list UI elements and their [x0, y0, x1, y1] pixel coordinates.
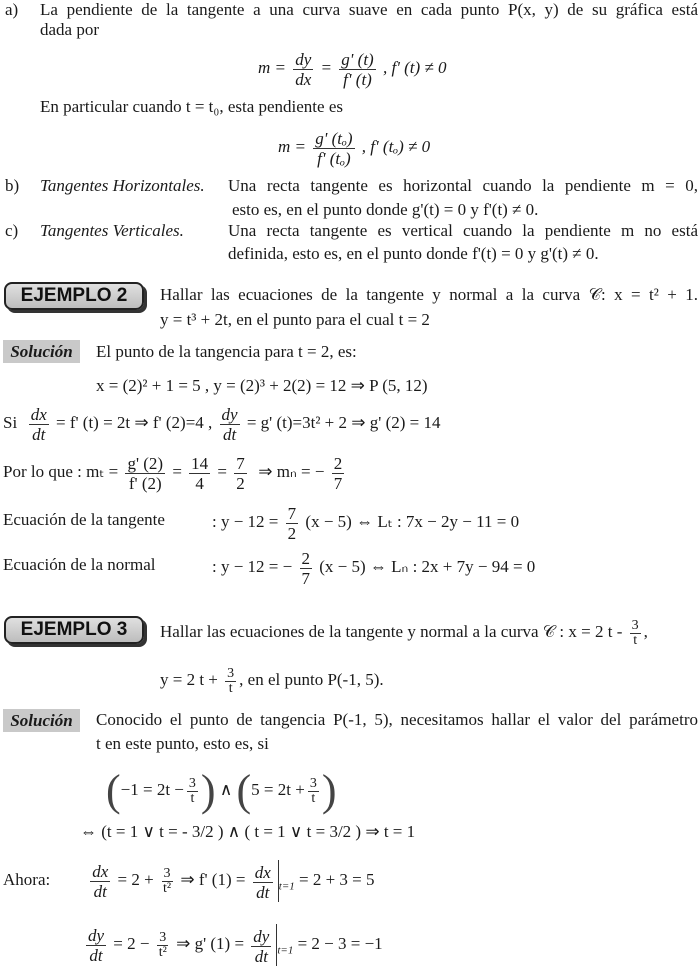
tangent-label: Ecuación de la tangente	[3, 510, 165, 529]
eq-pre: : y − 12 =	[212, 512, 279, 531]
fraction	[189, 454, 210, 493]
ejemplo-3-badge: EJEMPLO 3	[4, 616, 144, 644]
eq-a: −1 = 2t −	[120, 780, 184, 799]
denominator: f' (2)	[128, 473, 162, 493]
fraction	[286, 504, 299, 543]
ejemplo-3-statement-line2	[160, 660, 384, 700]
numerator: 3	[188, 775, 196, 791]
slope-formula-t0	[278, 127, 430, 168]
formula-m: m =	[258, 58, 286, 77]
fraction-g-f	[339, 50, 375, 89]
denominator: t	[190, 790, 195, 806]
normal-label: Ecuación de la normal	[3, 555, 156, 574]
ahora-label: Ahora:	[3, 870, 51, 889]
f-prime-eval: = f' (t) = 2t ⇒ f' (2)=4 ,	[55, 413, 213, 432]
denominator: t	[228, 680, 233, 696]
numerator: g' (t)	[341, 49, 374, 69]
paragraph-c-line2: definida, esto es, en el punto donde f'(t) = 0 y g'(t) ≠ 0.	[228, 244, 599, 263]
numerator: 14	[191, 453, 209, 473]
denominator: dt	[32, 424, 46, 444]
fraction-dy-dt	[220, 405, 240, 444]
denominator: dt	[93, 881, 107, 901]
denominator: t	[633, 632, 638, 648]
numerator: dy	[88, 925, 105, 945]
denominator: dt	[256, 883, 270, 903]
evaluation-point: t=1	[278, 880, 295, 893]
paren-open: (	[236, 766, 252, 816]
slope-formula	[258, 48, 446, 89]
dy-dt-line	[83, 922, 383, 972]
fraction	[187, 777, 198, 806]
heading-vertical-tangents: Tangentes Verticales.	[40, 221, 184, 240]
evaluation-bar	[250, 860, 279, 902]
fraction	[234, 454, 247, 493]
paragraph-particular: En particular cuando t = t₀, esta pendiente es	[40, 97, 343, 116]
solucion-3-line1: Conocido el punto de tangencia P(-1, 5), necesitamos hallar el valor del parámetro	[96, 710, 698, 729]
paragraph-b-line1: Una recta tangente es horizontal cuando la pendiente m = 0,	[228, 176, 698, 195]
fraction-dy-dx	[293, 50, 313, 89]
denominator: 2	[236, 473, 245, 493]
numerator: 3	[227, 665, 235, 681]
result: = 2 − 3 = −1	[297, 934, 383, 953]
y-eq: y = 2 t +	[160, 670, 218, 689]
expr: = 2 −	[113, 934, 150, 953]
paren-open: (	[106, 766, 121, 816]
denominator: dt	[89, 945, 103, 965]
fraction	[86, 926, 106, 965]
paragraph-b-line2: esto es, en el punto donde g'(t) = 0 y f'(t) ≠ 0.	[232, 200, 539, 219]
heading-horizontal-tangents: Tangentes Horizontales.	[40, 176, 205, 195]
item-label-a: a)	[5, 0, 19, 19]
numerator: 2	[333, 453, 343, 473]
fraction	[253, 863, 273, 902]
slopes-line	[3, 452, 347, 493]
derivatives-line	[3, 403, 441, 444]
numerator: 3	[309, 775, 317, 791]
numerator: 2	[301, 548, 310, 568]
denominator: f' (t)	[343, 69, 372, 89]
numerator: dx	[92, 861, 109, 881]
solucion-label-3: Solución	[3, 709, 80, 732]
ejemplo-2-badge: EJEMPLO 2	[4, 282, 144, 310]
fraction	[300, 549, 313, 588]
numerator: g' (2)	[127, 453, 164, 473]
parameter-system	[106, 766, 337, 816]
fraction	[251, 927, 271, 966]
denominator: t	[311, 790, 316, 806]
numerator: dy	[221, 404, 238, 424]
denominator: t²	[158, 944, 167, 960]
denominator: dx	[295, 69, 312, 89]
fraction	[90, 862, 110, 901]
condition: , f' (tₒ) ≠ 0	[361, 137, 431, 156]
paragraph-a-line2: dada por	[40, 20, 100, 39]
g-prime-eval: = g' (t)=3t² + 2 ⇒ g' (2) = 14	[246, 413, 441, 432]
numerator: g' (tₒ)	[315, 128, 353, 148]
fraction-dx-dt	[29, 405, 49, 444]
fraction	[332, 454, 345, 493]
paragraph-c-line1: Una recta tangente es vertical cuando la pendiente m no está	[228, 221, 698, 240]
solucion-3-line2: t en este punto, esto es, si	[96, 734, 269, 753]
fraction	[630, 619, 641, 648]
numerator: 3	[159, 929, 167, 945]
dx-dt-line	[3, 858, 375, 908]
statement-text: Hallar las ecuaciones de la tangente y normal a la curva 𝒞 : x = 2 t -	[160, 622, 623, 641]
tangency-point-calc: x = (2)² + 1 = 5 , y = (2)³ + 2(2) = 12 ⇒ P (5, 12)	[96, 376, 428, 395]
eq-post: (x − 5) ⇔ Lₙ : 2x + 7y − 94 = 0	[319, 557, 536, 576]
denominator: f' (tₒ)	[317, 148, 351, 168]
eq-pre: : y − 12 = −	[212, 557, 293, 576]
fraction	[161, 867, 173, 896]
equals: =	[320, 58, 333, 77]
evaluation-point: t=1	[277, 944, 294, 957]
expr: ⇒ g' (1) =	[176, 934, 245, 953]
numerator: 3	[163, 865, 171, 881]
formula-m: m =	[278, 137, 306, 156]
eq-b: 5 = 2t +	[251, 780, 305, 799]
parameter-solution: ⇔ (t = 1 ∨ t = - 3/2 ) ∧ ( t = 1 ∨ t = 3/2 ) ⇒ t = 1	[80, 822, 416, 841]
ejemplo-2-statement-line1: Hallar las ecuaciones de la tangente y normal a la curva 𝒞: x = t² + 1.	[160, 285, 698, 304]
result: = 2 + 3 = 5	[299, 870, 375, 889]
eq-post: (x − 5) ⇔ Lₜ : 7x − 2y − 11 = 0	[305, 512, 520, 531]
fraction	[225, 667, 236, 696]
normal-equation	[212, 547, 535, 588]
expr: = 2 +	[117, 870, 154, 889]
and-symbol: ∧	[219, 780, 233, 799]
item-label-b: b)	[5, 176, 20, 195]
paren-close: )	[321, 766, 337, 816]
normal-slope: ⇒ mₙ = −	[258, 462, 325, 481]
fraction	[125, 454, 165, 493]
fraction-g-f-t0	[313, 129, 354, 168]
solucion-label-2: Solución	[3, 340, 80, 363]
item-label-c: c)	[5, 221, 19, 240]
denominator: t²	[162, 880, 172, 896]
tangent-equation	[212, 502, 519, 543]
point-text: , en el punto P(-1, 5).	[239, 670, 384, 689]
si-label: Si	[3, 413, 18, 432]
expr: ⇒ f' (1) =	[180, 870, 246, 889]
solucion-2-text: El punto de la tangencia para t = 2, es:	[96, 342, 357, 361]
paren-close: )	[200, 766, 216, 816]
denominator: 7	[301, 568, 310, 588]
fraction	[308, 777, 319, 806]
numerator: 7	[236, 453, 245, 473]
comma: ,	[643, 622, 648, 641]
por-lo-que-label: Por lo que : mₜ =	[3, 462, 119, 481]
numerator: dx	[30, 404, 47, 424]
ejemplo-3-statement-line1	[160, 612, 648, 652]
numerator: dy	[295, 49, 312, 69]
fraction	[157, 931, 169, 960]
ejemplo-2-statement-line2: y = t³ + 2t, en el punto para el cual t = 2	[160, 310, 430, 329]
paragraph-a-line1: La pendiente de la tangente a una curva suave en cada punto P(x, y) de su gráfica está	[40, 0, 698, 19]
numerator: dy	[253, 927, 270, 947]
denominator: 7	[333, 473, 343, 493]
denominator: dt	[222, 424, 237, 444]
denominator: 4	[195, 473, 204, 493]
numerator: dx	[254, 863, 271, 883]
equals: =	[172, 462, 182, 481]
numerator: 3	[631, 617, 639, 633]
condition: , f' (t) ≠ 0	[382, 58, 447, 77]
numerator: 7	[287, 503, 297, 523]
denominator: dt	[254, 947, 268, 967]
denominator: 2	[287, 523, 297, 543]
equals: =	[217, 462, 228, 481]
evaluation-bar	[248, 924, 277, 966]
